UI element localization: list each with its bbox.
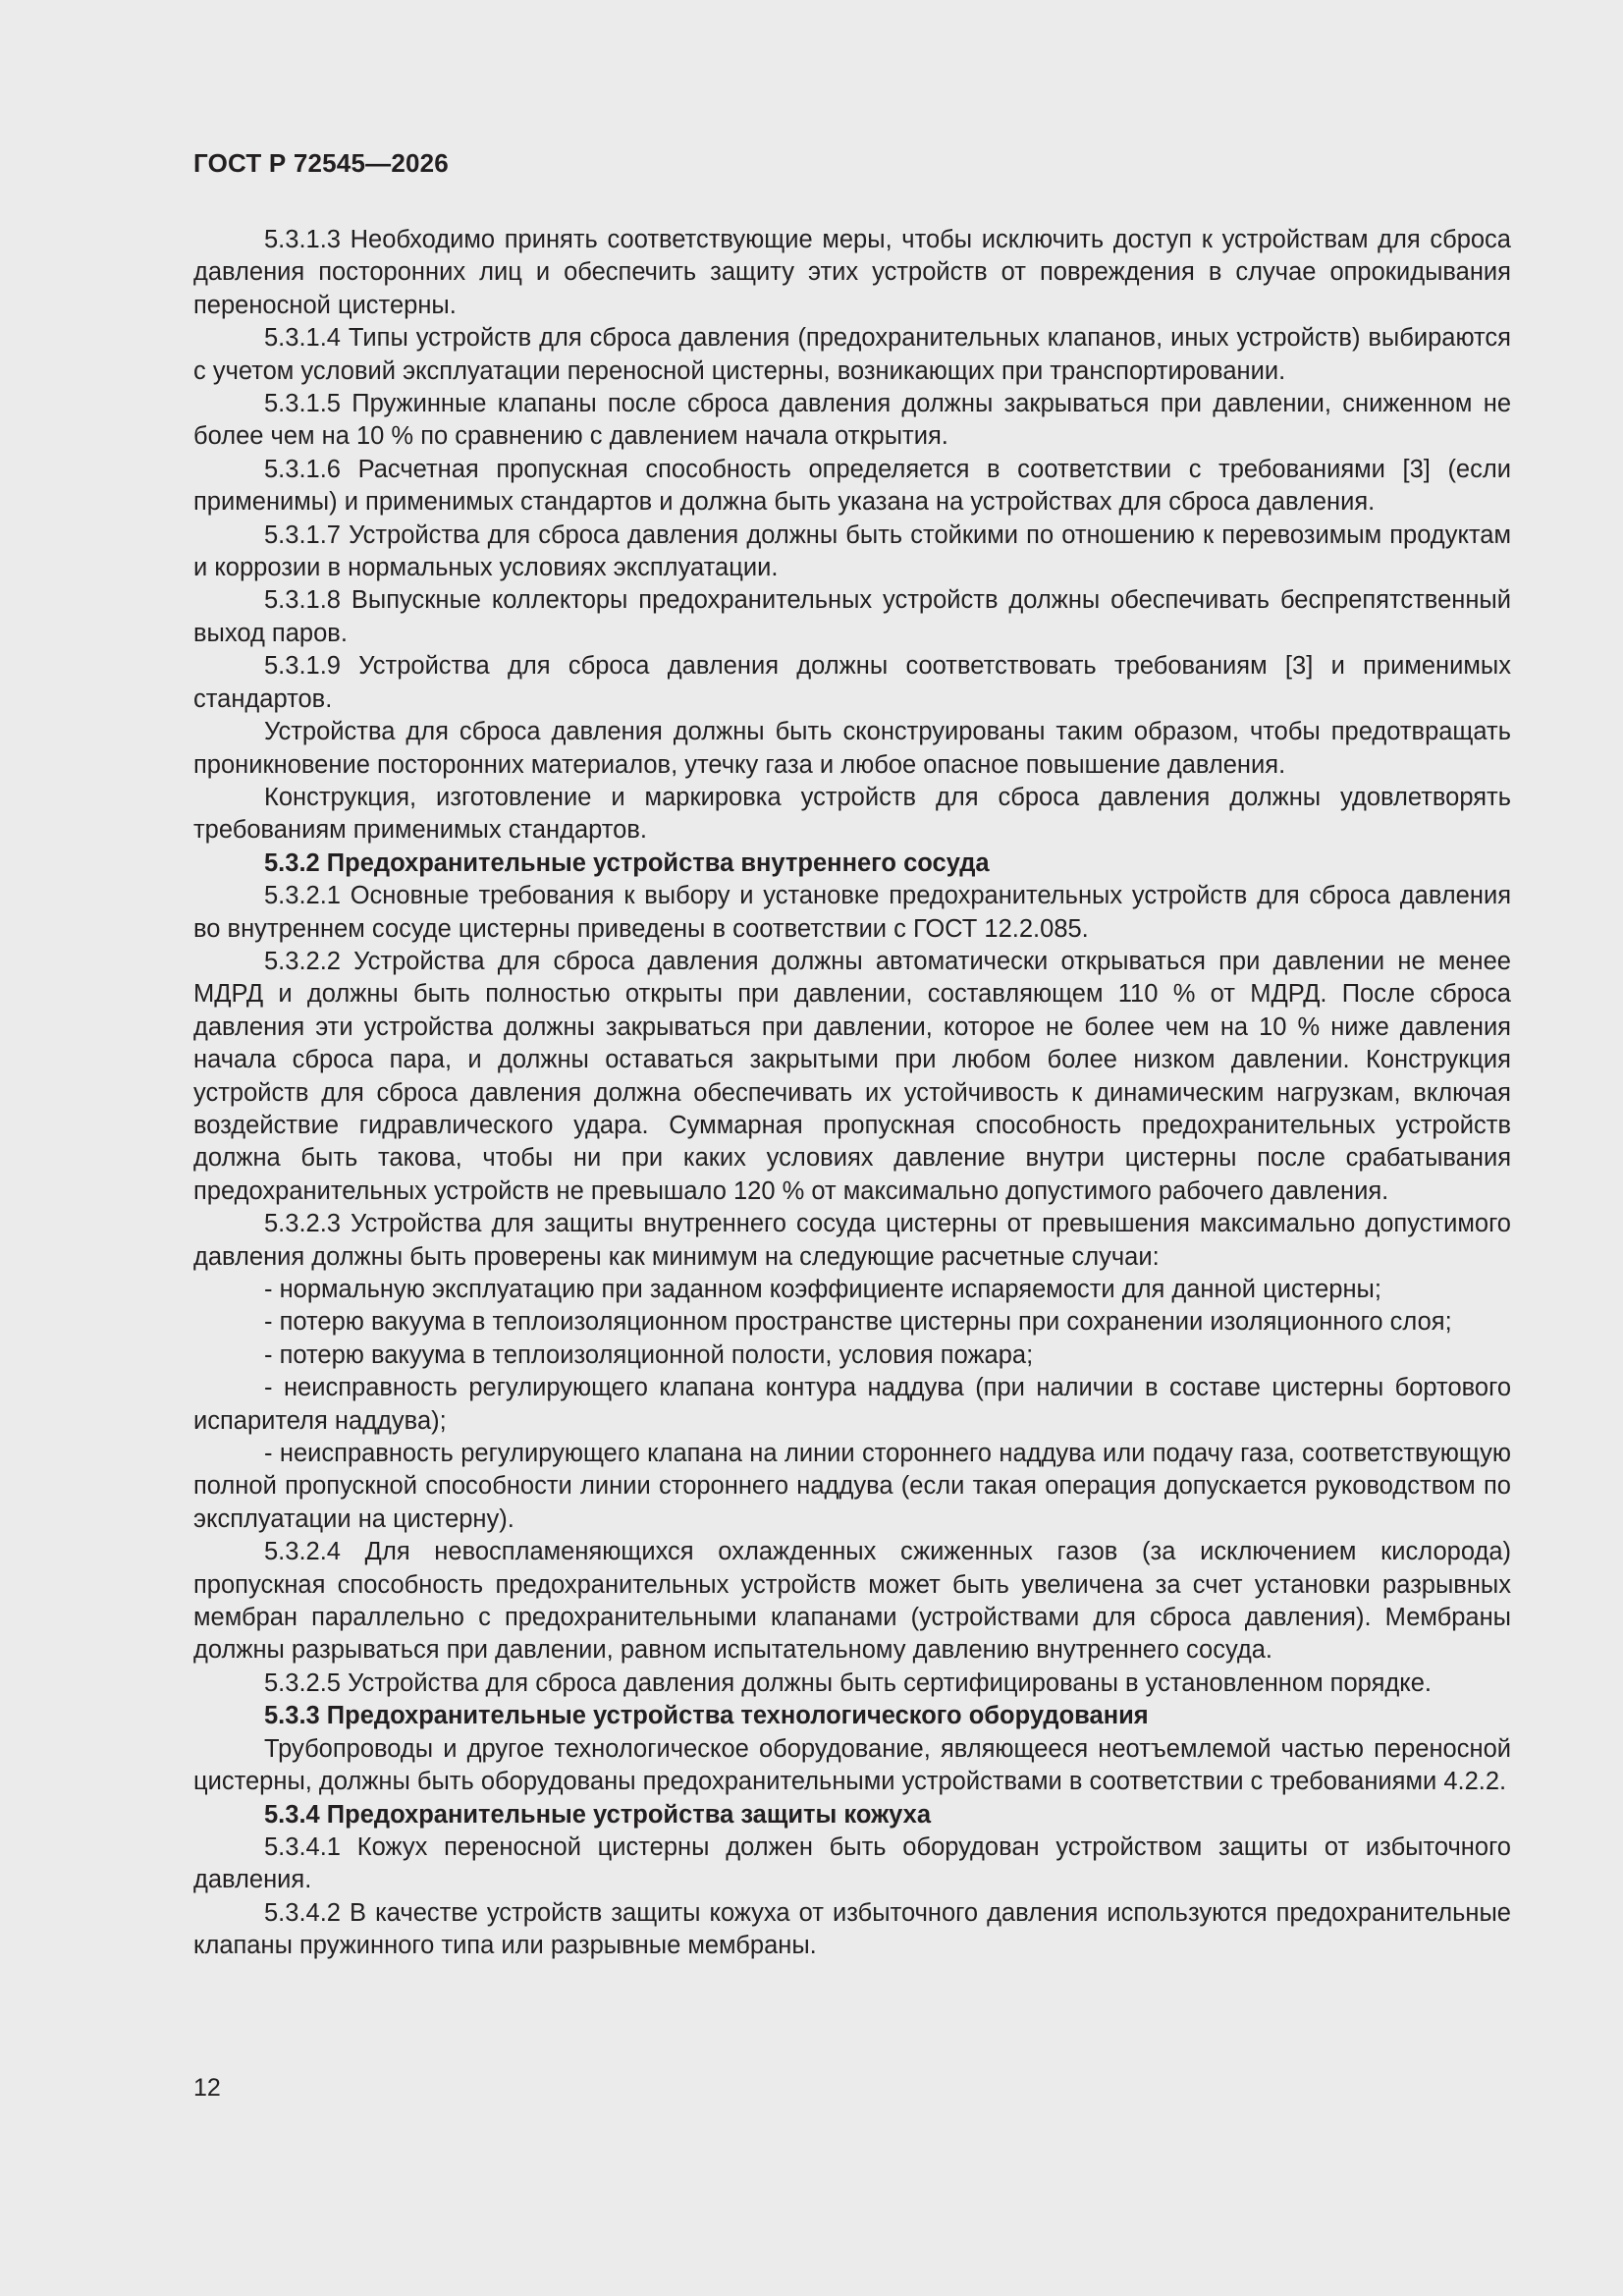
paragraph: 5.3.1.3 Необходимо принять соответствующие меры, чтобы исключить доступ к устройствам для сброса давления посторонних лиц и обеспечить защиту этих устройств от повреждения в случае опрокидывания переносной цистерны. xyxy=(193,226,1511,319)
section-heading: 5.3.3 Предохранительные устройства технологического оборудования xyxy=(264,1702,1149,1730)
paragraph: 5.3.1.6 Расчетная пропускная способность определяется в соответствии с требованиями [3] (если применимы) и применимых стандартов и должна быть указана на устройствах для сброса давления. xyxy=(193,455,1511,517)
list-item: - неисправность регулирующего клапана на линии стороннего наддува или подачу газа, соответствующую полной пропускной способности линии стороннего наддува (если такая операция допускается руководством по эксплуатации на цистерну). xyxy=(193,1440,1511,1533)
document-header: ГОСТ Р 72545—2026 xyxy=(193,148,449,178)
list-item: - неисправность регулирующего клапана контура наддува (при наличии в составе цистерны бортового испарителя наддува); xyxy=(193,1374,1511,1435)
paragraph: 5.3.2.3 Устройства для защиты внутреннего сосуда цистерны от превышения максимально допустимого давления должны быть проверены как минимум на следующие расчетные случаи: xyxy=(193,1210,1511,1271)
paragraph: 5.3.1.8 Выпускные коллекторы предохранительных устройств должны обеспечивать беспрепятственный выход паров. xyxy=(193,586,1511,647)
paragraph: 5.3.1.4 Типы устройств для сброса давления (предохранительных клапанов, иных устройств) выбираются с учетом условий эксплуатации переносной цистерны, возникающих при транспортировании. xyxy=(193,324,1511,385)
paragraph: Трубопроводы и другое технологическое оборудование, являющееся неотъемлемой частью переносной цистерны, должны быть оборудованы предохранительными устройствами в соответствии с требованиями 4.2.2. xyxy=(193,1734,1511,1796)
page-number: 12 xyxy=(193,2074,221,2102)
paragraph: 5.3.2.1 Основные требования к выбору и установке предохранительных устройств для сброса давления во внутреннем сосуде цистерны приведены в соответствии с ГОСТ 12.2.085. xyxy=(193,882,1511,943)
section-heading: 5.3.4 Предохранительные устройства защиты кожуха xyxy=(264,1800,932,1829)
document-body xyxy=(193,224,1511,1963)
list-item: - потерю вакуума в теплоизоляционном пространстве цистерны при сохранении изоляционного слоя; xyxy=(264,1308,1452,1337)
paragraph: 5.3.1.9 Устройства для сброса давления должны соответствовать требованиям [3] и применимых стандартов. xyxy=(193,652,1511,713)
paragraph: 5.3.2.5 Устройства для сброса давления должны быть сертифицированы в установленном порядке. xyxy=(264,1668,1432,1697)
section-heading: 5.3.2 Предохранительные устройства внутреннего сосуда xyxy=(264,848,990,877)
list-item: - нормальную эксплуатацию при заданном коэффициенте испаряемости для данной цистерны; xyxy=(264,1276,1381,1303)
paragraph: 5.3.2.4 Для невоспламеняющихся охлажденных сжиженных газов (за исключением кислорода) пропускная способность предохранительных устройств может быть увеличена за счет установки разрывных мембран параллельно с предохранительными клапанами (устройствами для сброса давления). Мембраны должны разрываться при давлении, равном испытательному давлению внутреннего сосуда. xyxy=(193,1538,1511,1665)
paragraph: Конструкция, изготовление и маркировка устройств для сброса давления должны удовлетворять требованиям применимых стандартов. xyxy=(193,783,1511,845)
paragraph: Устройства для сброса давления должны быть сконструированы таким образом, чтобы предотвращать проникновение посторонних материалов, утечку газа и любое опасное повышение давления. xyxy=(193,718,1511,779)
paragraph: 5.3.1.5 Пружинные клапаны после сброса давления должны закрываться при давлении, сниженном не более чем на 10 % по сравнению с давлением начала открытия. xyxy=(193,390,1511,451)
paragraph: 5.3.4.2 В качестве устройств защиты кожуха от избыточного давления используются предохранительные клапаны пружинного типа или разрывные мембраны. xyxy=(193,1898,1511,1960)
paragraph: 5.3.2.2 Устройства для сброса давления должны автоматически открываться при давлении не менее МДРД и должны быть полностью открыты при давлении, составляющем 110 % от МДРД. После сброса давления эти устройства должны закрываться при давлении, которое не более чем на 10 % ниже давления начала сброса пара, и должны оставаться закрытыми при любом более низком давлении. Конструкция устройств для сброса давления должна обеспечивать их устойчивость к динамическим нагрузкам, включая воздействие гидравлического удара. Суммарная пропускная способность предохранительных устройств должна быть такова, чтобы ни при каких условиях давление внутри цистерны после срабатывания предохранительных устройств не превышало 120 % от максимально допустимого рабочего давления. xyxy=(193,947,1511,1205)
paragraph: 5.3.1.7 Устройства для сброса давления должны быть стойкими по отношению к перевозимым продуктам и коррозии в нормальных условиях эксплуатации. xyxy=(193,520,1511,582)
paragraph: 5.3.4.1 Кожух переносной цистерны должен быть оборудован устройством защиты от избыточного давления. xyxy=(193,1832,1511,1894)
list-item: - потерю вакуума в теплоизоляционной полости, условия пожара; xyxy=(264,1340,1034,1369)
